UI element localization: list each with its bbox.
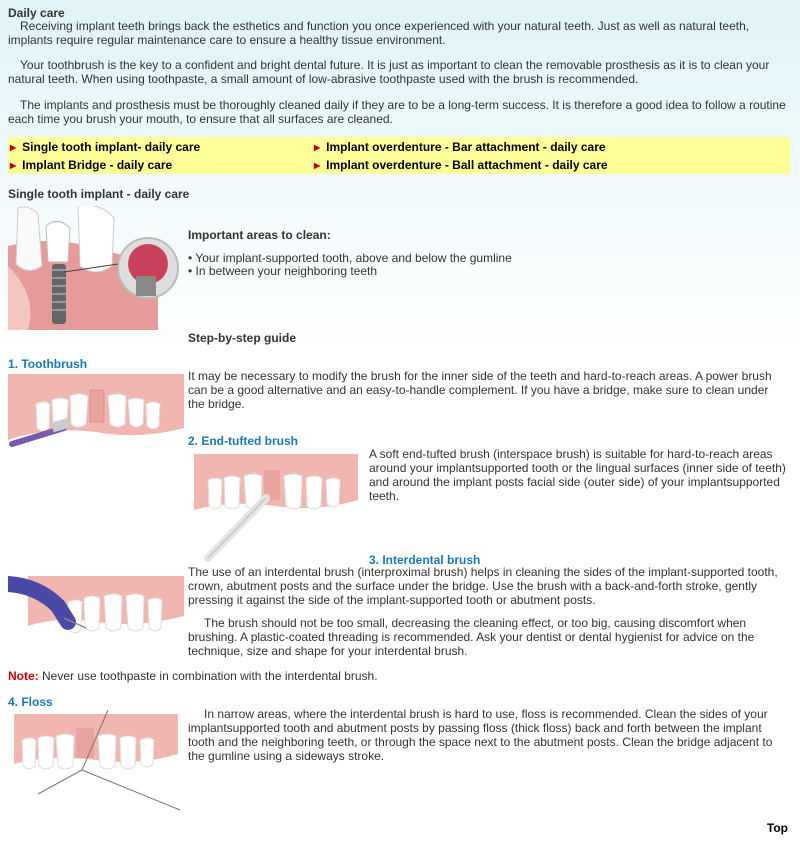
toothbrush-illustration	[8, 370, 184, 454]
bullet-icon: •	[188, 251, 193, 265]
floss-illustration	[8, 710, 184, 812]
link-single-tooth[interactable]: ▶ Single tooth implant- daily care	[10, 140, 201, 154]
step-end-tufted-title: 2. End-tufted brush	[188, 434, 298, 448]
intro-paragraph-3: The implants and prosthesis must be thoroughly cleaned daily if they are to be a long-term success. It is therefore a good idea to follow a routine each time you brush your mouth, to ensure that all surfaces are cleaned.	[8, 98, 786, 126]
arrow-right-icon: ▶	[314, 161, 321, 170]
note-text: Never use toothpaste in combination with the interdental brush.	[42, 669, 378, 683]
bullet-icon: •	[188, 264, 193, 278]
top-link[interactable]: Top	[766, 821, 788, 835]
areas-heading: Important areas to clean:	[188, 228, 331, 242]
list-item: • In between your neighboring teeth	[188, 264, 378, 278]
link-implant-bridge[interactable]: ▶ Implant Bridge - daily care	[10, 158, 173, 172]
list-item: • Your implant-supported tooth, above and below the gumline	[188, 251, 512, 265]
implant-illustration	[8, 206, 184, 330]
end-tufted-illustration	[188, 450, 364, 562]
note-label: Note:	[8, 669, 39, 683]
link-overdenture-bar[interactable]: ▶ Implant overdenture - Bar attachment - daily care	[314, 140, 606, 154]
arrow-right-icon: ▶	[314, 143, 321, 152]
note	[8, 669, 378, 683]
care-links-box	[8, 137, 790, 174]
step-interdental-text-2: The brush should not be too small, decreasing the cleaning effect, or too big, causing discomfort when brushing. A plastic-coated threading is recommended. Ask your dentist or dental hygienist for advice on the technique, size and shape for your interdental brush.	[188, 616, 755, 658]
step-interdental-text-1: The use of an interdental brush (interproximal brush) helps in cleaning the sides of the implant-supported tooth, crown, abutment posts and the surface under the bridge. Use the brush with a back-and-forth stroke, gently pressing it against the side of the implant-supported tooth or abutment posts.	[188, 565, 778, 607]
interdental-illustration	[8, 566, 186, 656]
arrow-right-icon: ▶	[10, 161, 17, 170]
step-toothbrush-title: 1. Toothbrush	[8, 357, 88, 371]
single-tooth-heading: Single tooth implant - daily care	[8, 187, 190, 201]
step-toothbrush-text: It may be necessary to modify the brush for the inner side of the teeth and hard-to-reach areas. A power brush can be a good alternative and an easy-to-handle complement. If you have a bridge, make sure to clean under the bridge.	[188, 369, 772, 411]
arrow-right-icon: ▶	[10, 143, 17, 152]
page-title: Daily care	[8, 6, 65, 20]
intro-paragraph-1: Receiving implant teeth brings back the esthetics and function you once experienced with your natural teeth. Just as well as natural teeth, implants require regular maintenance care to ensure a healthy tissue environment.	[8, 19, 750, 47]
step-end-tufted-text: A soft end-tufted brush (interspace brush) is suitable for hard-to-reach areas around your implantsupported tooth or the lingual surfaces (inner side of teeth) and around the implant posts facial side (outer side) of your implantsupported teeth.	[369, 447, 786, 503]
step-floss-text: In narrow areas, where the interdental brush is hard to use, floss is recommended. Clean the sides of your implantsupported tooth and abutment posts by passing floss (thick floss) back and forth between the implant tooth and the neighboring teeth, or through the space next to the abutment posts. Clean the bridge adjacent to the gumline using a sideways stroke.	[188, 707, 773, 763]
intro-paragraph-2: Your toothbrush is the key to a confident and bright dental future. It is just as important to clean the removable prosthesis as it is to clean your natural teeth. When using toothpaste, a small amount of low-abrasive toothpaste used with the brush is recommended.	[8, 58, 770, 86]
step-floss-title: 4. Floss	[8, 695, 53, 709]
step-interdental-title: 3. Interdental brush	[369, 553, 481, 567]
link-overdenture-ball[interactable]: ▶ Implant overdenture - Ball attachment - daily care	[314, 158, 608, 172]
guide-heading: Step-by-step guide	[188, 331, 297, 345]
areas-list	[188, 252, 512, 278]
